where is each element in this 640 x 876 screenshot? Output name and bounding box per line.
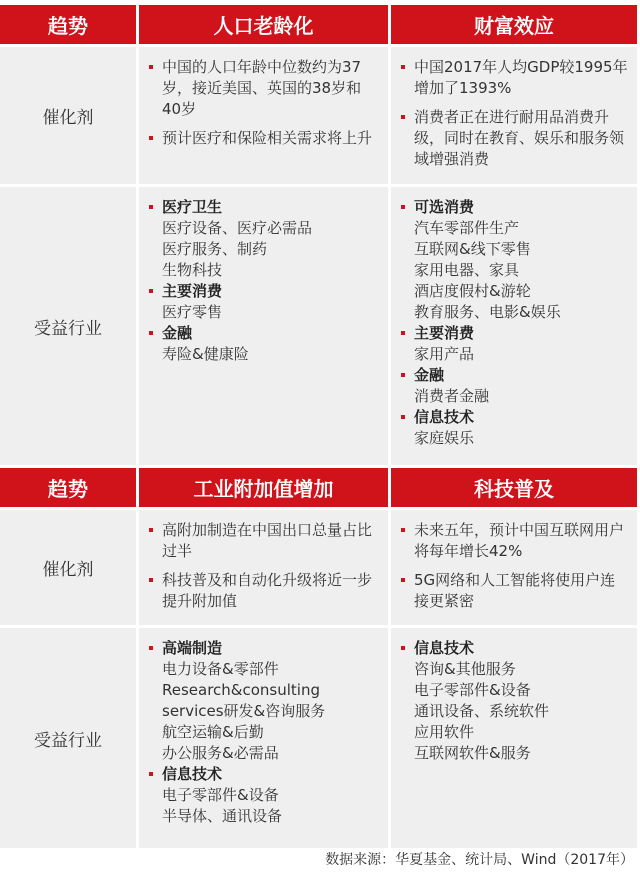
row-label-catalyst: 催化剂: [0, 47, 136, 184]
industry-item: 半导体、通讯设备: [162, 807, 283, 825]
industry-item: Research&consulting: [162, 681, 320, 699]
industry-item: 电子零部件&设备: [414, 681, 531, 699]
benefit-row: [0, 187, 640, 465]
header-trend: 趋势: [0, 468, 136, 507]
industry-group: [149, 281, 380, 323]
bullet-square-icon: [149, 136, 153, 140]
industry-group-title: 信息技术: [414, 639, 475, 657]
table-header: [0, 5, 640, 44]
industry-group-title: 主要消费: [414, 324, 475, 342]
bullet-square-icon: [401, 578, 405, 582]
wealth-benefit-cell: [391, 187, 637, 465]
industry-item: 家庭娱乐: [414, 429, 475, 447]
header-wealth: 财富效应: [391, 5, 637, 44]
bullet-square-icon: [401, 528, 405, 532]
header-aging: 人口老龄化: [139, 5, 388, 44]
industry-group-title: 金融: [414, 366, 445, 384]
industry-group-title: 主要消费: [162, 282, 223, 300]
bullet-square-icon: [149, 65, 153, 69]
industry-item: 教育服务、电影&娱乐: [414, 303, 561, 321]
industry-item: 医疗服务、制药: [162, 240, 268, 258]
industry-item: services研发&咨询服务: [162, 702, 326, 720]
industry-item: 通讯设备、系统软件: [414, 702, 550, 720]
header-trend: 趋势: [0, 5, 136, 44]
industry-group: [149, 638, 380, 764]
industry-item: 航空运输&后勤: [162, 723, 264, 741]
wealth-catalyst-cell: [391, 47, 637, 184]
industry-group: [401, 323, 629, 365]
list-item: 中国的人口年龄中位数约为37岁，接近美国、英国的38岁和40岁: [149, 57, 380, 120]
industry-group-title: 可选消费: [414, 198, 475, 216]
industry-group-title: 信息技术: [414, 408, 475, 426]
row-label-catalyst: 催化剂: [0, 510, 136, 625]
benefit-row: [0, 628, 640, 848]
bullet-square-icon: [149, 772, 153, 776]
bullet-square-icon: [401, 65, 405, 69]
header-tech: 科技普及: [391, 468, 637, 507]
list-item: 5G网络和人工智能将使用户连接更紧密: [401, 570, 629, 612]
industry-group: [149, 764, 380, 827]
industry-item: 酒店度假村&游轮: [414, 282, 531, 300]
source-footnote: 数据来源：华夏基金、统计局、Wind（2017年）: [325, 852, 634, 868]
list-item: 消费者正在进行耐用品消费升级，同时在教育、娱乐和服务领域增强消费: [401, 107, 629, 170]
industry-item: 消费者金融: [414, 387, 490, 405]
industry-catalyst-cell: [139, 510, 388, 625]
bullet-square-icon: [401, 373, 405, 377]
row-label-benefit: 受益行业: [0, 187, 136, 465]
industry-item: 汽车零部件生产: [414, 219, 520, 237]
industry-group: [401, 407, 629, 449]
industry-group-title: 金融: [162, 324, 193, 342]
industry-item: 寿险&健康险: [162, 345, 249, 363]
list-item: 高附加制造在中国出口总量占比过半: [149, 520, 380, 562]
bullet-square-icon: [149, 205, 153, 209]
industry-group: [401, 638, 629, 764]
industry-group-title: 信息技术: [162, 765, 223, 783]
tech-benefit-cell: [391, 628, 637, 848]
list-item: 科技普及和自动化升级将近一步提升附加值: [149, 570, 380, 612]
bullet-square-icon: [401, 646, 405, 650]
bullet-square-icon: [149, 331, 153, 335]
catalyst-row: [0, 510, 640, 625]
bullet-square-icon: [149, 646, 153, 650]
industry-group: [149, 197, 380, 281]
industry-group-title: 医疗卫生: [162, 198, 223, 216]
bullet-square-icon: [149, 528, 153, 532]
industry-item: 应用软件: [414, 723, 475, 741]
industry-group: [401, 365, 629, 407]
industry-item: 生物科技: [162, 261, 223, 279]
industry-item: 咨询&其他服务: [414, 660, 516, 678]
bullet-square-icon: [401, 205, 405, 209]
tech-catalyst-cell: [391, 510, 637, 625]
aging-benefit-cell: [139, 187, 388, 465]
bullet-square-icon: [401, 415, 405, 419]
industry-item: 办公服务&必需品: [162, 744, 279, 762]
header-industry: 工业附加值增加: [139, 468, 388, 507]
industry-item: 电力设备&零部件: [162, 660, 279, 678]
table-header: [0, 468, 640, 507]
list-item: 未来五年，预计中国互联网用户将每年增长42%: [401, 520, 629, 562]
industry-item: 医疗设备、医疗必需品: [162, 219, 313, 237]
industry-benefit-cell: [139, 628, 388, 848]
bullet-square-icon: [401, 331, 405, 335]
industry-group: [149, 323, 380, 365]
aging-catalyst-cell: [139, 47, 388, 184]
bullet-square-icon: [149, 578, 153, 582]
industry-item: 家用电器、家具: [414, 261, 520, 279]
catalyst-row: [0, 47, 640, 184]
industry-item: 家用产品: [414, 345, 475, 363]
industry-item: 互联网软件&服务: [414, 744, 531, 762]
industry-group-title: 高端制造: [162, 639, 223, 657]
row-label-benefit: 受益行业: [0, 628, 136, 848]
trend-table-1: [0, 5, 640, 465]
bullet-square-icon: [401, 115, 405, 119]
bullet-square-icon: [149, 289, 153, 293]
list-item: 中国2017年人均GDP较1995年增加了1393%: [401, 57, 629, 99]
list-item: 预计医疗和保险相关需求将上升: [149, 128, 380, 149]
industry-item: 电子零部件&设备: [162, 786, 279, 804]
industry-item: 互联网&线下零售: [414, 240, 531, 258]
trend-table-2: [0, 468, 640, 848]
industry-group: [401, 197, 629, 323]
industry-item: 医疗零售: [162, 303, 223, 321]
